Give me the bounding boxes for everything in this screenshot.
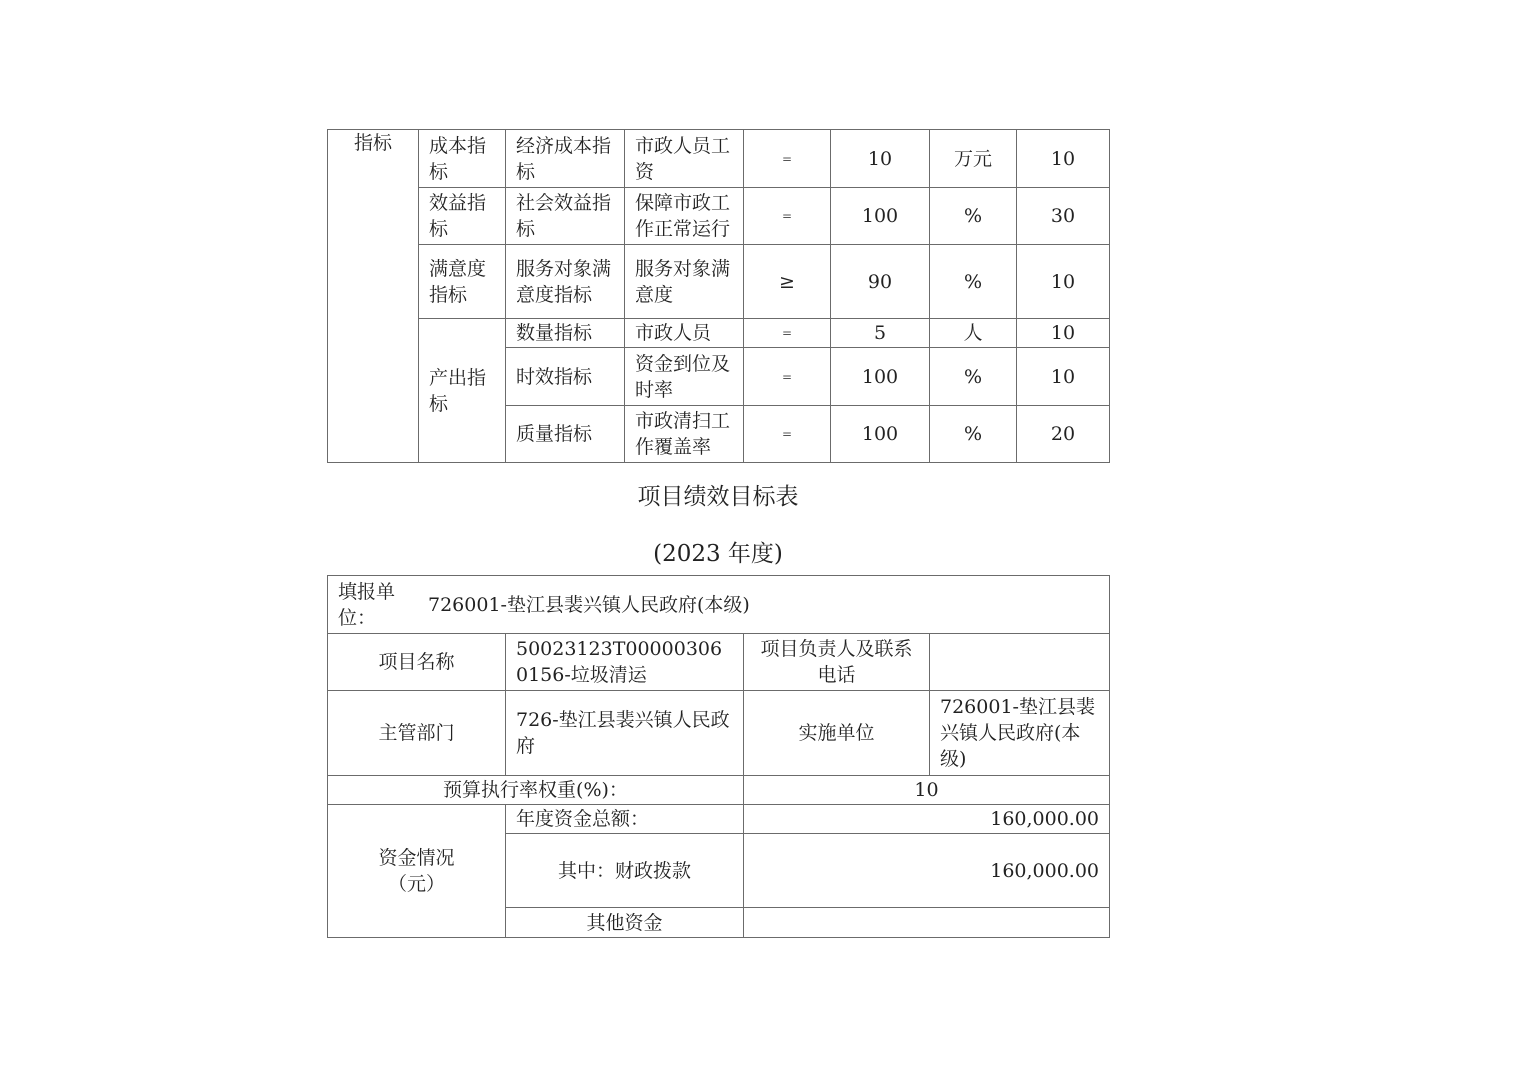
third-level-indicator: 经济成本指标 [506, 130, 625, 188]
operator: = [744, 319, 831, 348]
project-name-value: 50023123T000003060156-垃圾清运 [506, 634, 744, 691]
indicator-name: 服务对象满意度 [625, 245, 744, 319]
owner-value [930, 634, 1110, 691]
unit: % [930, 245, 1017, 319]
operator: ≥ [744, 245, 831, 319]
operator: = [744, 130, 831, 188]
dept-label: 主管部门 [328, 691, 506, 776]
second-level-indicator: 效益指标 [419, 188, 506, 245]
operator: = [744, 348, 831, 406]
operator: = [744, 406, 831, 463]
document-subtitle: (2023 年度) [653, 541, 783, 567]
owner-label: 项目负责人及联系电话 [744, 634, 930, 691]
operator: = [744, 188, 831, 245]
filler-value: 726001-垫江县裴兴镇人民政府(本级) [428, 593, 750, 616]
impl-label: 实施单位 [744, 691, 930, 776]
document-title: 项目绩效目标表 [637, 484, 799, 510]
target-value: 5 [831, 319, 930, 348]
unit: 万元 [930, 130, 1017, 188]
weight: 10 [1017, 319, 1110, 348]
budget-rate-value: 10 [744, 776, 1110, 805]
third-level-indicator: 时效指标 [506, 348, 625, 406]
target-value: 100 [831, 188, 930, 245]
dept-value: 726-垫江县裴兴镇人民政府 [506, 691, 744, 776]
unit: % [930, 406, 1017, 463]
third-level-indicator: 质量指标 [506, 406, 625, 463]
weight: 20 [1017, 406, 1110, 463]
third-level-indicator: 社会效益指标 [506, 188, 625, 245]
annual-total-value: 160,000.00 [744, 805, 1110, 834]
third-level-indicator: 数量指标 [506, 319, 625, 348]
filler-label: 填报单位： [338, 580, 396, 629]
indicator-name: 市政清扫工作覆盖率 [625, 406, 744, 463]
indicator-name: 保障市政工作正常运行 [625, 188, 744, 245]
third-level-indicator: 服务对象满意度指标 [506, 245, 625, 319]
budget-rate-label: 预算执行率权重(%)： [328, 776, 744, 805]
fiscal-label: 其中：财政拨款 [506, 834, 744, 908]
other-funds-value [744, 908, 1110, 938]
first-level-label: 指标 [328, 130, 419, 463]
fiscal-value: 160,000.00 [744, 834, 1110, 908]
project-info-table [327, 575, 1110, 938]
indicator-table [327, 129, 1110, 463]
funds-label [328, 805, 506, 938]
unit: 人 [930, 319, 1017, 348]
weight: 10 [1017, 348, 1110, 406]
target-value: 100 [831, 406, 930, 463]
weight: 30 [1017, 188, 1110, 245]
weight: 10 [1017, 130, 1110, 188]
other-funds-label: 其他资金 [506, 908, 744, 938]
funds-label-text: 资金情况（元） [378, 847, 455, 895]
indicator-name: 资金到位及时率 [625, 348, 744, 406]
annual-total-label: 年度资金总额： [506, 805, 744, 834]
unit: % [930, 188, 1017, 245]
unit: % [930, 348, 1017, 406]
second-level-indicator: 成本指标 [419, 130, 506, 188]
target-value: 100 [831, 348, 930, 406]
indicator-name: 市政人员工资 [625, 130, 744, 188]
weight: 10 [1017, 245, 1110, 319]
filler-row [328, 576, 1110, 634]
project-name-label: 项目名称 [328, 634, 506, 691]
target-value: 10 [831, 130, 930, 188]
second-level-indicator: 满意度指标 [419, 245, 506, 319]
second-level-indicator: 产出指标 [419, 319, 506, 463]
target-value: 90 [831, 245, 930, 319]
impl-value: 726001-垫江县裴兴镇人民政府(本级) [930, 691, 1110, 776]
indicator-name: 市政人员 [625, 319, 744, 348]
